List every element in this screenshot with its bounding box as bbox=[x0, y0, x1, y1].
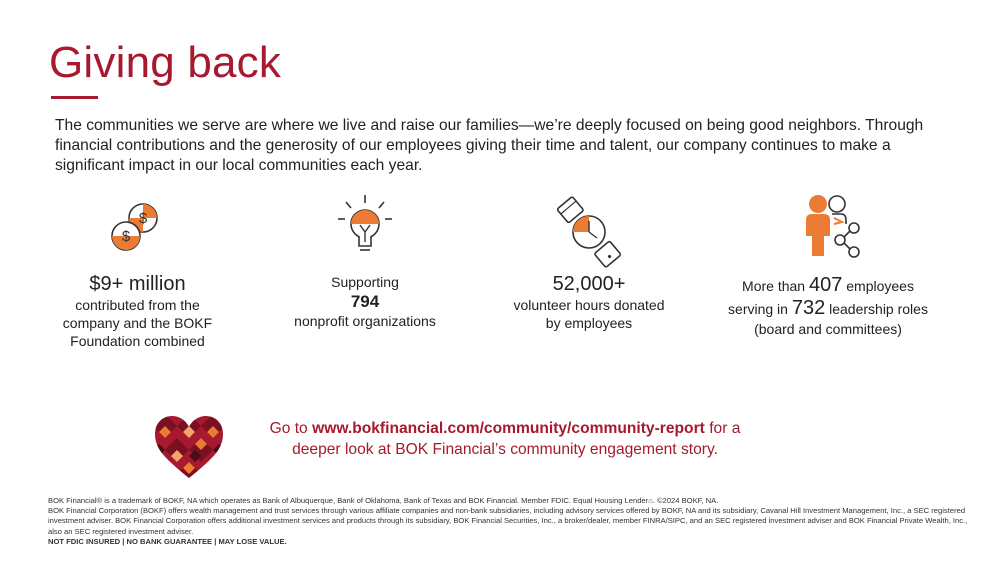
svg-text:$: $ bbox=[121, 228, 130, 245]
heart-icon bbox=[153, 414, 225, 480]
coins-icon bbox=[98, 192, 178, 272]
disclaimer-line2: BOK Financial Corporation (BOKF) offers wealth management and trust services through various affiliate companies and non-bank subsidiaries, including advisory services offered by BOKF, NA and its subsidiary, Cavanal Hill Investment Management, Inc., a SEC registered investment adviser. BOK Financial Corporation offers additional investment services and products through its subsidiary, BOK Financial Securities, Inc., a broker/dealer, member FINRA/SIPC, and an SEC registered investment adviser and BOK Financial Private Wealth, Inc., also an SEC registered investment adviser. bbox=[48, 506, 968, 536]
money-headline: $9+ million bbox=[89, 273, 186, 295]
stat-hours bbox=[500, 192, 678, 332]
hours-line1: volunteer hours donated bbox=[513, 297, 665, 313]
money-line2: company and the BOKF bbox=[62, 315, 213, 331]
nonprofits-line1: Supporting bbox=[331, 274, 399, 290]
disclaimer-line1: BOK Financial® is a trademark of BOKF, NA which operates as Bank of Albuquerque, Bank of Oklahoma, Bank of Texas and BOK Financial. Member FDIC. Equal Housing Lender⌂. ©2024 BOKF, NA. bbox=[48, 496, 719, 505]
disclaimer bbox=[48, 496, 968, 547]
stat-nonprofits bbox=[280, 192, 450, 330]
stat-leadership bbox=[712, 192, 944, 338]
intro-paragraph: The communities we serve are where we live and raise our families—we’re deeply focused on being good neighbors. Through financial contributions and the generosity of our employees giving their time and talent, our company continues to make a significant impact in our local communities each year. bbox=[55, 117, 924, 174]
stat-money bbox=[55, 192, 220, 350]
watch-icon bbox=[549, 192, 629, 272]
svg-text:$: $ bbox=[138, 210, 147, 227]
leadership-num2: 732 bbox=[791, 297, 826, 319]
nonprofits-line2: nonprofit organizations bbox=[294, 313, 436, 329]
money-line1: contributed from the bbox=[75, 297, 200, 313]
hours-headline: 52,000+ bbox=[552, 273, 626, 295]
money-line3: Foundation combined bbox=[70, 333, 205, 349]
cta-line2: deeper look at BOK Financial’s community engagement story. bbox=[292, 441, 718, 458]
equal-housing-icon: ⌂ bbox=[648, 496, 653, 505]
title-underline bbox=[51, 96, 98, 99]
page-title: Giving back bbox=[49, 38, 282, 87]
cta-text: Go to www.bokfinancial.com/community/community-report for a deeper look at BOK Financial’s community engagement story. bbox=[240, 418, 770, 460]
leadership-line1: More than 407 employees bbox=[742, 274, 914, 296]
leadership-line3: (board and committees) bbox=[754, 321, 902, 337]
community-report-link[interactable]: www.bokfinancial.com/community/community-report bbox=[312, 420, 705, 437]
nonprofits-number: 794 bbox=[350, 292, 380, 311]
leadership-line2: serving in 732 leadership roles bbox=[728, 297, 928, 319]
people-network-icon bbox=[788, 192, 868, 272]
disclaimer-line3: NOT FDIC INSURED | NO BANK GUARANTEE | MAY LOSE VALUE. bbox=[48, 536, 287, 546]
lightbulb-icon bbox=[325, 192, 405, 272]
leadership-num1: 407 bbox=[808, 274, 843, 296]
hours-line2: by employees bbox=[545, 315, 633, 331]
